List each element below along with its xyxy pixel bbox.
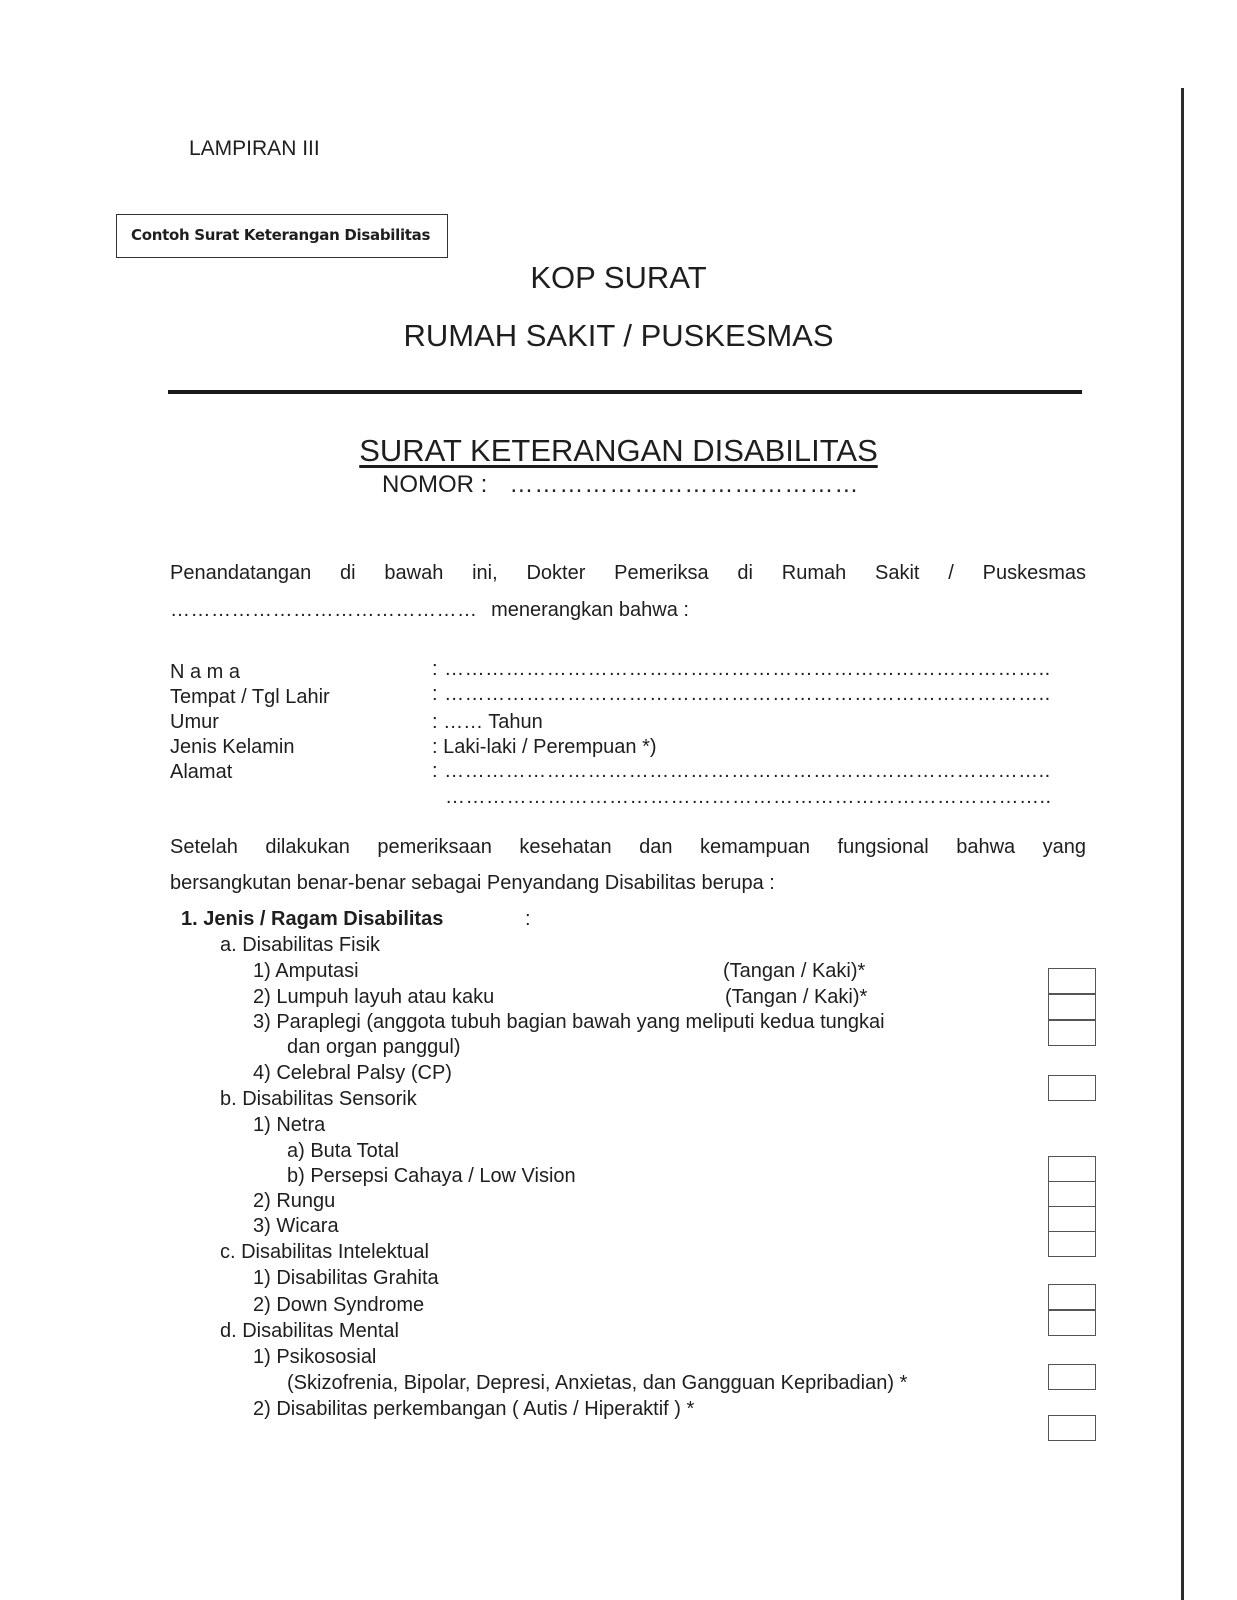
- lumpuh-note: (Tangan / Kaki)*: [725, 986, 868, 1008]
- checkbox-amputasi[interactable]: [1048, 968, 1096, 994]
- fisik-label: a. Disabilitas Fisik: [220, 934, 381, 956]
- down-syndrome-item: 2) Down Syndrome: [253, 1294, 425, 1316]
- buta-total-item: a) Buta Total: [287, 1140, 399, 1162]
- checkbox-cp[interactable]: [1048, 1075, 1096, 1101]
- grahita-item: 1) Disabilitas Grahita: [253, 1267, 439, 1289]
- institution-heading: RUMAH SAKIT / PUSKESMAS: [403, 318, 834, 353]
- nomor-dots: ……………………………………: [509, 471, 860, 498]
- checkbox-lumpuh[interactable]: [1048, 994, 1096, 1020]
- scan-page-edge: [1181, 88, 1184, 1600]
- checkbox-perkembangan[interactable]: [1048, 1415, 1096, 1441]
- amputasi-item: 1) Amputasi: [253, 960, 359, 982]
- section-1-colon: :: [525, 908, 531, 930]
- umur-field: : …… Tahun: [432, 711, 543, 733]
- netra-item: 1) Netra: [253, 1114, 326, 1136]
- nama-field: : ……………………………………………………………………………..: [432, 658, 1051, 680]
- intro-line-2: [170, 599, 1086, 622]
- perkembangan-item: 2) Disabilitas perkembangan ( Autis / Hiperaktif ) *: [253, 1398, 695, 1420]
- cp-item: 4) Celebral Palsy (CP): [253, 1062, 452, 1084]
- checkbox-grahita[interactable]: [1048, 1284, 1096, 1310]
- letterhead-divider: [168, 390, 1082, 394]
- wicara-item: 3) Wicara: [253, 1215, 339, 1237]
- checkbox-down-syndrome[interactable]: [1048, 1310, 1096, 1336]
- paraplegi-item: 3) Paraplegi (anggota tubuh bagian bawah yang meliputi kedua tungkai: [253, 1011, 885, 1033]
- psikososial-cont: (Skizofrenia, Bipolar, Depresi, Anxietas, dan Gangguan Kepribadian) *: [287, 1372, 908, 1394]
- jenis-kelamin-field: : Laki-laki / Perempuan *): [432, 736, 657, 758]
- statement-line-2: bersangkutan benar-benar sebagai Penyandang Disabilitas berupa :: [170, 872, 775, 894]
- contoh-label-box: Contoh Surat Keterangan Disabilitas: [116, 214, 448, 258]
- low-vision-item: b) Persepsi Cahaya / Low Vision: [287, 1165, 576, 1187]
- rungu-item: 2) Rungu: [253, 1190, 336, 1212]
- statement-line-1: Setelah dilakukan pemeriksaan kesehatan dan kemampuan fungsional bahwa yang: [170, 836, 1086, 858]
- document-number: [382, 471, 859, 499]
- alamat-label: Alamat: [170, 761, 233, 783]
- lumpuh-item: 2) Lumpuh layuh atau kaku: [253, 986, 495, 1008]
- kop-surat-heading: KOP SURAT: [530, 260, 707, 295]
- intelektual-label: c. Disabilitas Intelektual: [220, 1241, 429, 1263]
- section-1-title: 1. Jenis / Ragam Disabilitas: [181, 908, 444, 930]
- checkbox-psikososial[interactable]: [1048, 1364, 1096, 1390]
- mental-label: d. Disabilitas Mental: [220, 1320, 399, 1342]
- alamat-field: : ……………………………………………………………………………..: [432, 760, 1051, 782]
- ttl-field: : ……………………………………………………………………………..: [432, 683, 1051, 705]
- alamat-field-2: ……………………………………………………………………………..: [445, 786, 1052, 808]
- amputasi-note: (Tangan / Kaki)*: [723, 960, 866, 982]
- checkbox-rungu[interactable]: [1048, 1206, 1096, 1232]
- umur-label: Umur: [170, 711, 219, 733]
- lampiran-label: LAMPIRAN III: [189, 137, 320, 160]
- document-title: SURAT KETERANGAN DISABILITAS: [359, 433, 878, 468]
- intro-text: menerangkan bahwa :: [491, 599, 689, 621]
- psikososial-item: 1) Psikososial: [253, 1346, 377, 1368]
- intro-line-1: Penandatangan di bawah ini, Dokter Pemeriksa di Rumah Sakit / Puskesmas: [170, 562, 1086, 584]
- checkbox-wicara[interactable]: [1048, 1231, 1096, 1257]
- sensorik-label: b. Disabilitas Sensorik: [220, 1088, 417, 1110]
- checkbox-buta-total[interactable]: [1048, 1156, 1096, 1182]
- jenis-kelamin-label: Jenis Kelamin: [170, 736, 295, 758]
- nama-label: N a m a: [170, 661, 241, 683]
- nomor-label: NOMOR :: [382, 471, 488, 498]
- checkbox-paraplegi[interactable]: [1048, 1020, 1096, 1046]
- checkbox-low-vision[interactable]: [1048, 1181, 1096, 1207]
- paraplegi-cont: dan organ panggul): [287, 1036, 461, 1058]
- ttl-label: Tempat / Tgl Lahir: [170, 686, 330, 708]
- intro-dots: ………………………………………: [170, 599, 478, 621]
